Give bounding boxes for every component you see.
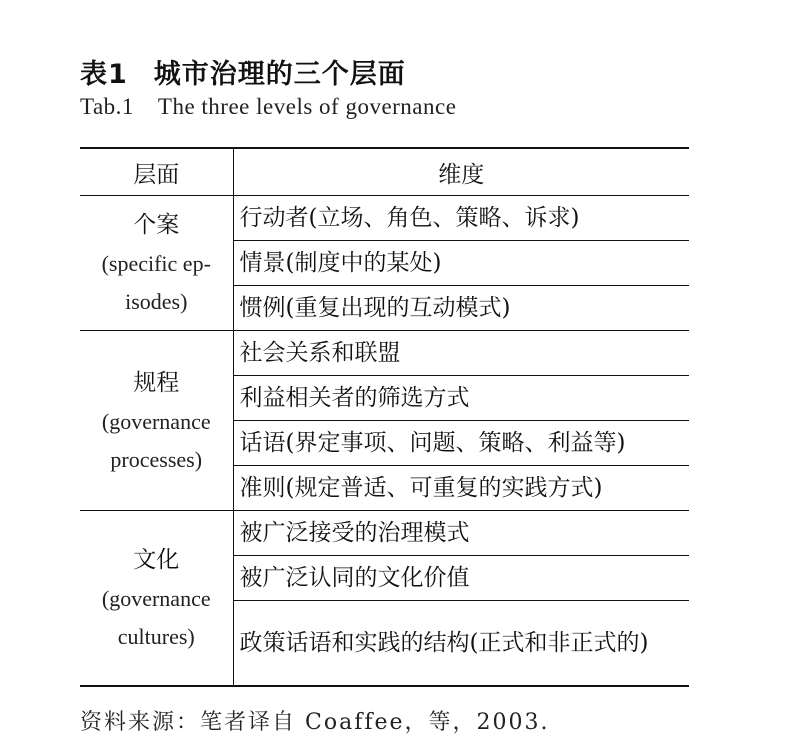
dimension-cell: 情景(制度中的某处): [233, 241, 689, 286]
governance-table: [80, 147, 689, 687]
table-title: [80, 52, 406, 91]
dimension-cell: 被广泛接受的治理模式: [233, 511, 689, 556]
dimension-cell: 话语(界定事项、问题、策略、利益等): [233, 421, 689, 466]
layer-name-zh: 个案: [133, 212, 180, 238]
layer-name-zh: 规程: [133, 369, 180, 396]
dimension-cell: 准则(规定普适、可重复的实践方式): [233, 466, 689, 511]
layer-cell-cultures: [80, 511, 233, 687]
layer-name-en: isodes): [125, 289, 188, 314]
layer-name-en: (governance: [101, 586, 211, 611]
layer-name-en: (governance: [101, 408, 211, 434]
source-note: 资料来源：笔者译自 Coaffee，等，2003.: [80, 710, 550, 735]
dimension-cell: 行动者(立场、角色、策略、诉求): [233, 196, 689, 241]
dimension-cell: 被广泛认同的文化价值: [233, 556, 689, 601]
table-caption-en: [80, 94, 456, 120]
layer-cell-episodes: [80, 196, 233, 331]
header-layer: 层面: [80, 148, 233, 196]
dimension-cell: 社会关系和联盟: [233, 331, 689, 376]
layer-name-en: processes): [110, 446, 203, 472]
dimension-cell: 惯例(重复出现的互动模式): [233, 286, 689, 331]
layer-name-en: (specific ep-: [101, 251, 211, 276]
layer-name-zh: 文化: [133, 547, 180, 573]
table-number-zh: 表1: [80, 59, 128, 90]
header-row: [80, 148, 689, 196]
dimension-cell: 政策话语和实践的结构(正式和非正式的): [233, 601, 689, 687]
table-title-zh: 城市治理的三个层面: [153, 59, 406, 90]
dimension-cell: 利益相关者的筛选方式: [233, 376, 689, 421]
table-number-en: Tab.1: [80, 94, 134, 119]
header-dimension: 维度: [233, 148, 689, 196]
table-title-en: The three levels of governance: [157, 94, 457, 119]
table-row: [80, 511, 689, 556]
table-row: [80, 196, 689, 241]
table-row: [80, 331, 689, 376]
layer-cell-processes: [80, 331, 233, 511]
layer-name-en: cultures): [117, 624, 195, 649]
